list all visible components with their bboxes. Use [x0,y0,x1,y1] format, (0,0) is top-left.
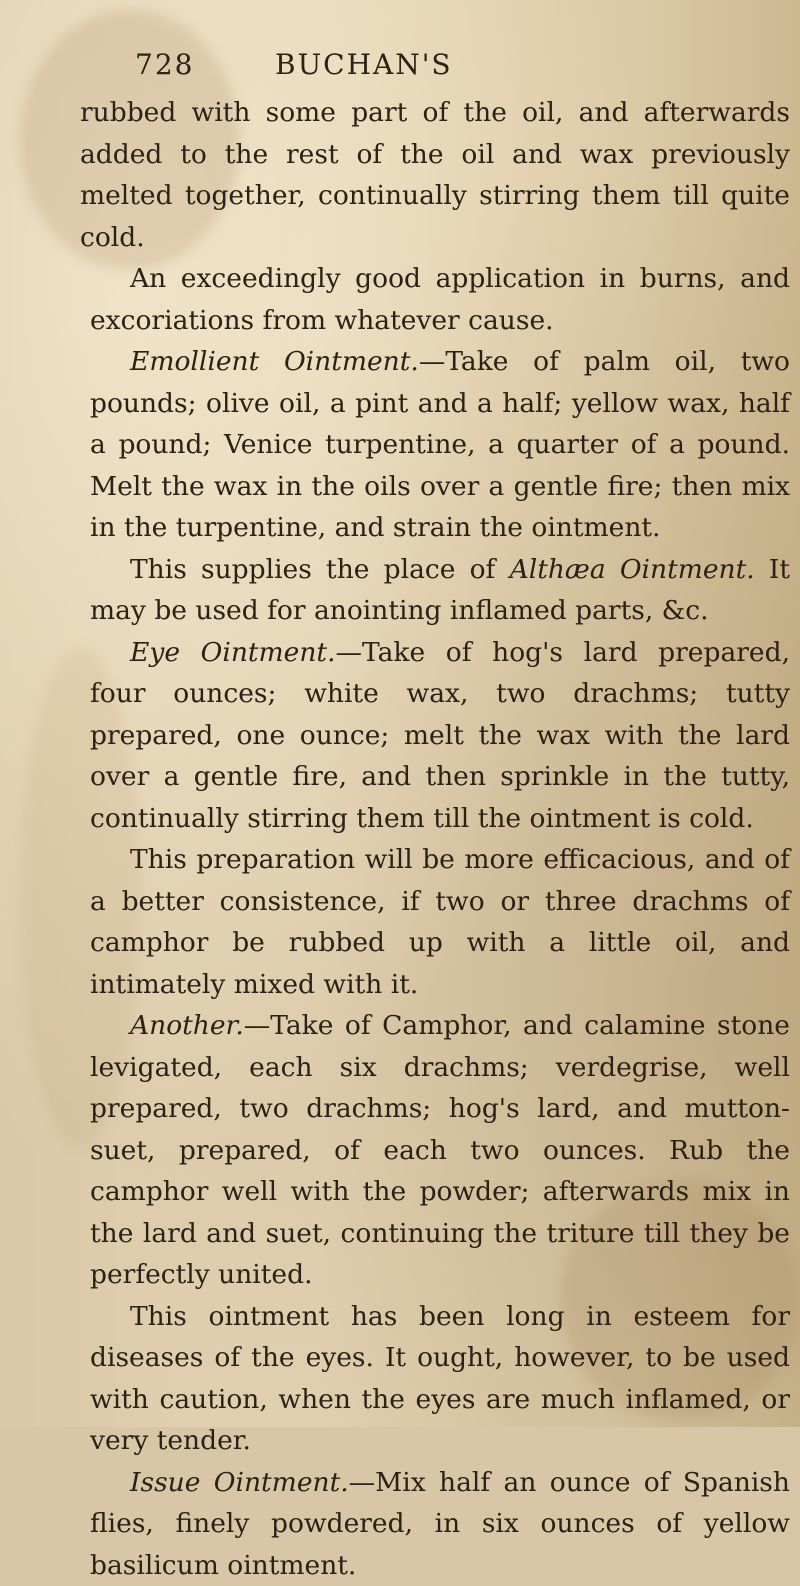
paragraph [90,549,790,632]
paragraph: This ointment has been long in esteem for diseases of the eyes. It ought, however, to be used with caution, when the eyes are much inflamed, or very tender. [90,1296,790,1462]
page-number: 728 [135,48,194,81]
paragraph: This preparation will be more efficacious, and of a better consistence, if two or three drachms of camphor be rubbed up with a little oil, and intimately mixed with it. [90,839,790,1005]
paragraph-text: This supplies the place of [130,554,510,585]
recipe-title: Emollient Ointment. [130,346,419,377]
running-head: BUCHAN'S [275,48,453,81]
body-text [90,92,790,1586]
paragraph: rubbed with some part of the oil, and afterwards added to the rest of the oil and wax previously melted together, continually stirring them till quite cold. [80,92,790,258]
paragraph [90,632,790,840]
paragraph [90,1005,790,1296]
emphasis-text: Althæa Ointment. [510,554,755,585]
paragraph [90,1462,790,1586]
recipe-title: Issue Ointment. [130,1467,349,1498]
paragraph [90,341,790,549]
paragraph-text: It may be used for anointing inflamed parts, &c. [90,554,790,627]
recipe-text: —Take of Camphor, and calamine stone levigated, each six drachms; verdegrise, well prepared, two drachms; hog's lard, and mutton-suet, prepared, of each two ounces. Rub the camphor well with the powder; afterwards mix in the lard and suet, continuing the triture till they be perfectly united. [90,1010,790,1290]
recipe-title: Eye Ointment. [130,637,336,668]
recipe-text: —Take of palm oil, two pounds; olive oil, a pint and a half; yellow wax, half a pound; Venice turpentine, a quarter of a pound. Melt the wax in the oils over a gentle fire; then mix in the turpentine, and strain the ointment. [90,346,790,543]
recipe-text: —Mix half an ounce of Spanish flies, finely powdered, in six ounces of yellow basilicum ointment. [90,1467,790,1581]
recipe-text: —Take of hog's lard prepared, four ounces; white wax, two drachms; tutty prepared, one ounce; melt the wax with the lard over a gentle fire, and then sprinkle in the tutty, continually stirring them till the ointment is cold. [90,637,790,834]
page-header [135,48,760,88]
recipe-title: Another. [130,1010,244,1041]
paragraph: An exceedingly good application in burns, and excoriations from whatever cause. [90,258,790,341]
